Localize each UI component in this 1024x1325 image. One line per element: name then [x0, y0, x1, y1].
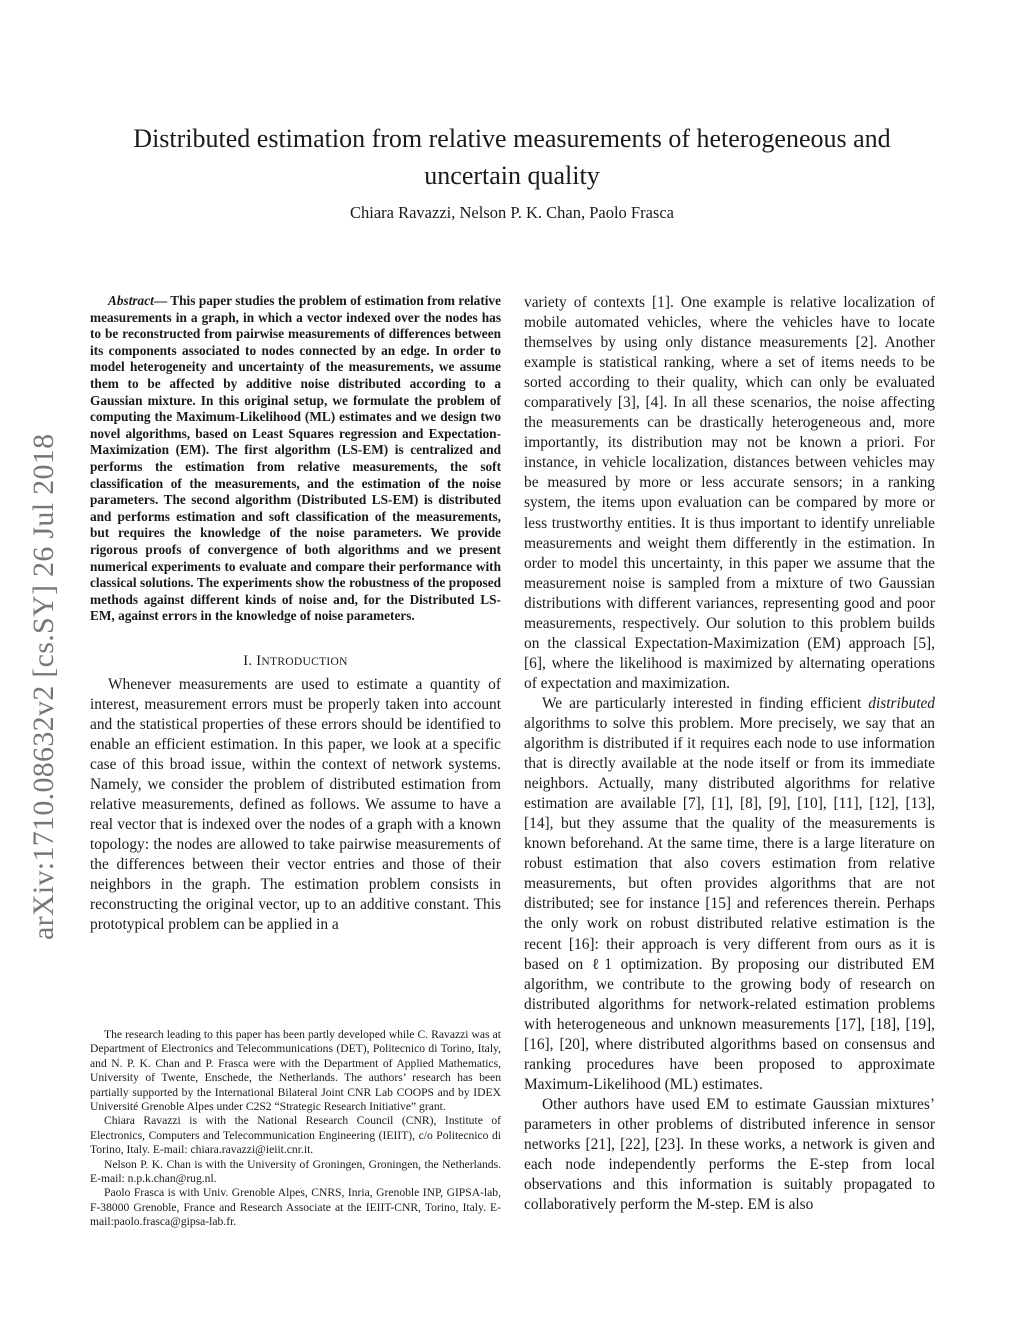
intro-paragraph-1-continued: variety of contexts [1]. One example is relative localization of mobile automated vehicles, where the vehicles have to locate themselves by using only distance measurements [2]. Another example is statistical ranking, where a set of items needs to be sorted according to their quality, which can only be evaluated comparatively [3], [4]. In all these scenarios, the noise affecting the measurements can be drastically heterogeneous and, more importantly, its distribution may not be known a priori. For instance, in vehicle localization, distances between vehicles may be measured by more or less accurate sensors; in a ranking system, the items upon evaluation can be compared by more or less trustworthy entities. It is thus important to identify unreliable measurements and weight them differently in the estimation. In order to model this uncertainty, in this paper we assume that the measurement noise is sampled from a mixture of two Gaussian distributions with different variances, representing good and poor measurements, respectively. Our solution to this problem builds on the classical Expectation-Maximization (EM) approach [5], [6], where the likelihood is maximized by alternating operations of expectation and maximization. [524, 294, 935, 692]
intro-paragraph-2 [524, 694, 935, 1095]
paper-title: Distributed estimation from relative measurements of heterogeneous and uncertain quality [133, 124, 891, 190]
para2-start: We are particularly interested in finding efficient [542, 694, 869, 712]
intro-paragraph-1: Whenever measurements are used to estimate a quantity of interest, measurement errors must be properly taken into account and the statistical properties of these errors should be identified to enable an efficient estimation. In this paper, we look at a specific case of this broad issue, within the context of network systems. Namely, we consider the problem of distributed estimation from relative measurements, defined as follows. We assume to have a real vector that is indexed over the nodes of a graph with a known topology: the nodes are allowed to take pairwise measurements of the differences between their vector entries and those of their neighbors in the graph. The estimation problem consists in reconstructing the original vector, up to an additive constant. This prototypical problem can be applied in a [90, 675, 501, 934]
section-number: I. [243, 652, 253, 669]
right-column [524, 293, 935, 1215]
left-column [90, 293, 501, 935]
footnote-frasca: Paolo Frasca is with Univ. Grenoble Alpes, CNRS, Inria, Grenoble INP, GIPSA-lab, F-38000 Grenoble, France and Research Associate at the IEIIT-CNR, Torino, Italy. E-mail:paolo.frasca@gipsa-lab.fr. [90, 1186, 501, 1229]
section-title-rest: NTRODUCTION [261, 655, 348, 668]
para2-rest: algorithms to solve this problem. More precisely, we say that an algorithm is distributed if it requires each node to use information that is directly available at the node itself or from its immediate neighbors. Actually, many distributed algorithms for relative estimation are available [7], [1], [8], [9], [10], [11], [12], [13], [14], but they assume that the quality of the measurements is known beforehand. At the same time, there is a large literature on robust estimation that also covers estimation from relative measurements, but often provides algorithms that are not distributed; see for instance [15] and references therein. Perhaps the only work on robust distributed relative estimation is the recent [16]: their approach is very different from ours as it is based on ℓ1 optimization. By proposing our distributed EM algorithm, we contribute to the growing body of research on distributed algorithms for network-related estimation problems with heterogeneous and unknown measurements [17], [18], [19], [16], [20], where distributed algorithms based on consensus and ranking procedures have been proposed to approximate Maximum-Likelihood (ML) estimates. [524, 714, 935, 1093]
abstract-text: — This paper studies the problem of estimation from relative measurements in a graph, in which a vector indexed over the nodes has to be reconstructed from pairwise measurements of differences between its components associated to nodes connected by an edge. In order to model heterogeneity and uncertainty of the measurements, we assume them to be affected by additive noise distributed according to a Gaussian mixture. In this original setup, we formulate the problem of computing the Maximum-Likelihood (ML) estimates and we design two novel algorithms, based on Least Squares regression and Expectation-Maximization (EM). The first algorithm (LS-EM) is centralized and performs the estimation from relative measurements, the soft classification of the measurements, and the estimation of the noise parameters. The second algorithm (Distributed LS-EM) is distributed and performs estimation and soft classification of the measurements, but requires the knowledge of the noise parameters. We provide rigorous proofs of convergence of both algorithms and we present numerical experiments to evaluate and compare their performance with classical solutions. The experiments show the robustness of the proposed methods against different kinds of noise and, for the Distributed LS-EM, against errors in the knowledge of noise parameters. [90, 293, 501, 624]
footnotes [90, 1028, 501, 1230]
abstract-label: Abstract [108, 293, 154, 308]
author-list: Chiara Ravazzi, Nelson P. K. Chan, Paolo Frasca [350, 203, 674, 222]
arxiv-watermark: arXiv:1710.08632v2 [cs.SY] 26 Jul 2018 [27, 433, 60, 940]
abstract [90, 293, 501, 625]
footnote-chan: Nelson P. K. Chan is with the University of Groningen, Groningen, the Netherlands. E-mail: n.p.k.chan@rug.nl. [90, 1157, 501, 1186]
section-first-letter: I [256, 652, 262, 669]
para2-emphasis: distributed [868, 694, 935, 712]
intro-paragraph-3: Other authors have used EM to estimate Gaussian mixtures’ parameters in other problems of distributed inference in sensor networks [21], [22], [23]. In these works, a network is given and each node independently performs the E-step from local observations and this information is suitably propagated to collaboratively perform the M-step. EM is also [524, 1095, 935, 1214]
footnote-funding: The research leading to this paper has been partly developed while C. Ravazzi was at Department of Electronics and Telecommunications (DET), Politecnico di Torino, Italy, and N. P. K. Chan and P. Frasca were with the Department of Applied Mathematics, University of Twente, Enschede, the Netherlands. The authors’ research has been partially supported by the International Bilateral Joint CNR Lab COOPS and by IDEX Université Grenoble Alpes under C2S2 “Strategic Research Initiative” grant. [90, 1028, 501, 1114]
section-heading-introduction [90, 653, 501, 670]
footnote-ravazzi: Chiara Ravazzi is with the National Research Council (CNR), Institute of Electronics, Computers and Telecommunication Engineering (IEIIT), c/o Politecnico di Torino, Italy. E-mail: chiara.ravazzi@ieiit.cnr.it. [90, 1114, 501, 1157]
